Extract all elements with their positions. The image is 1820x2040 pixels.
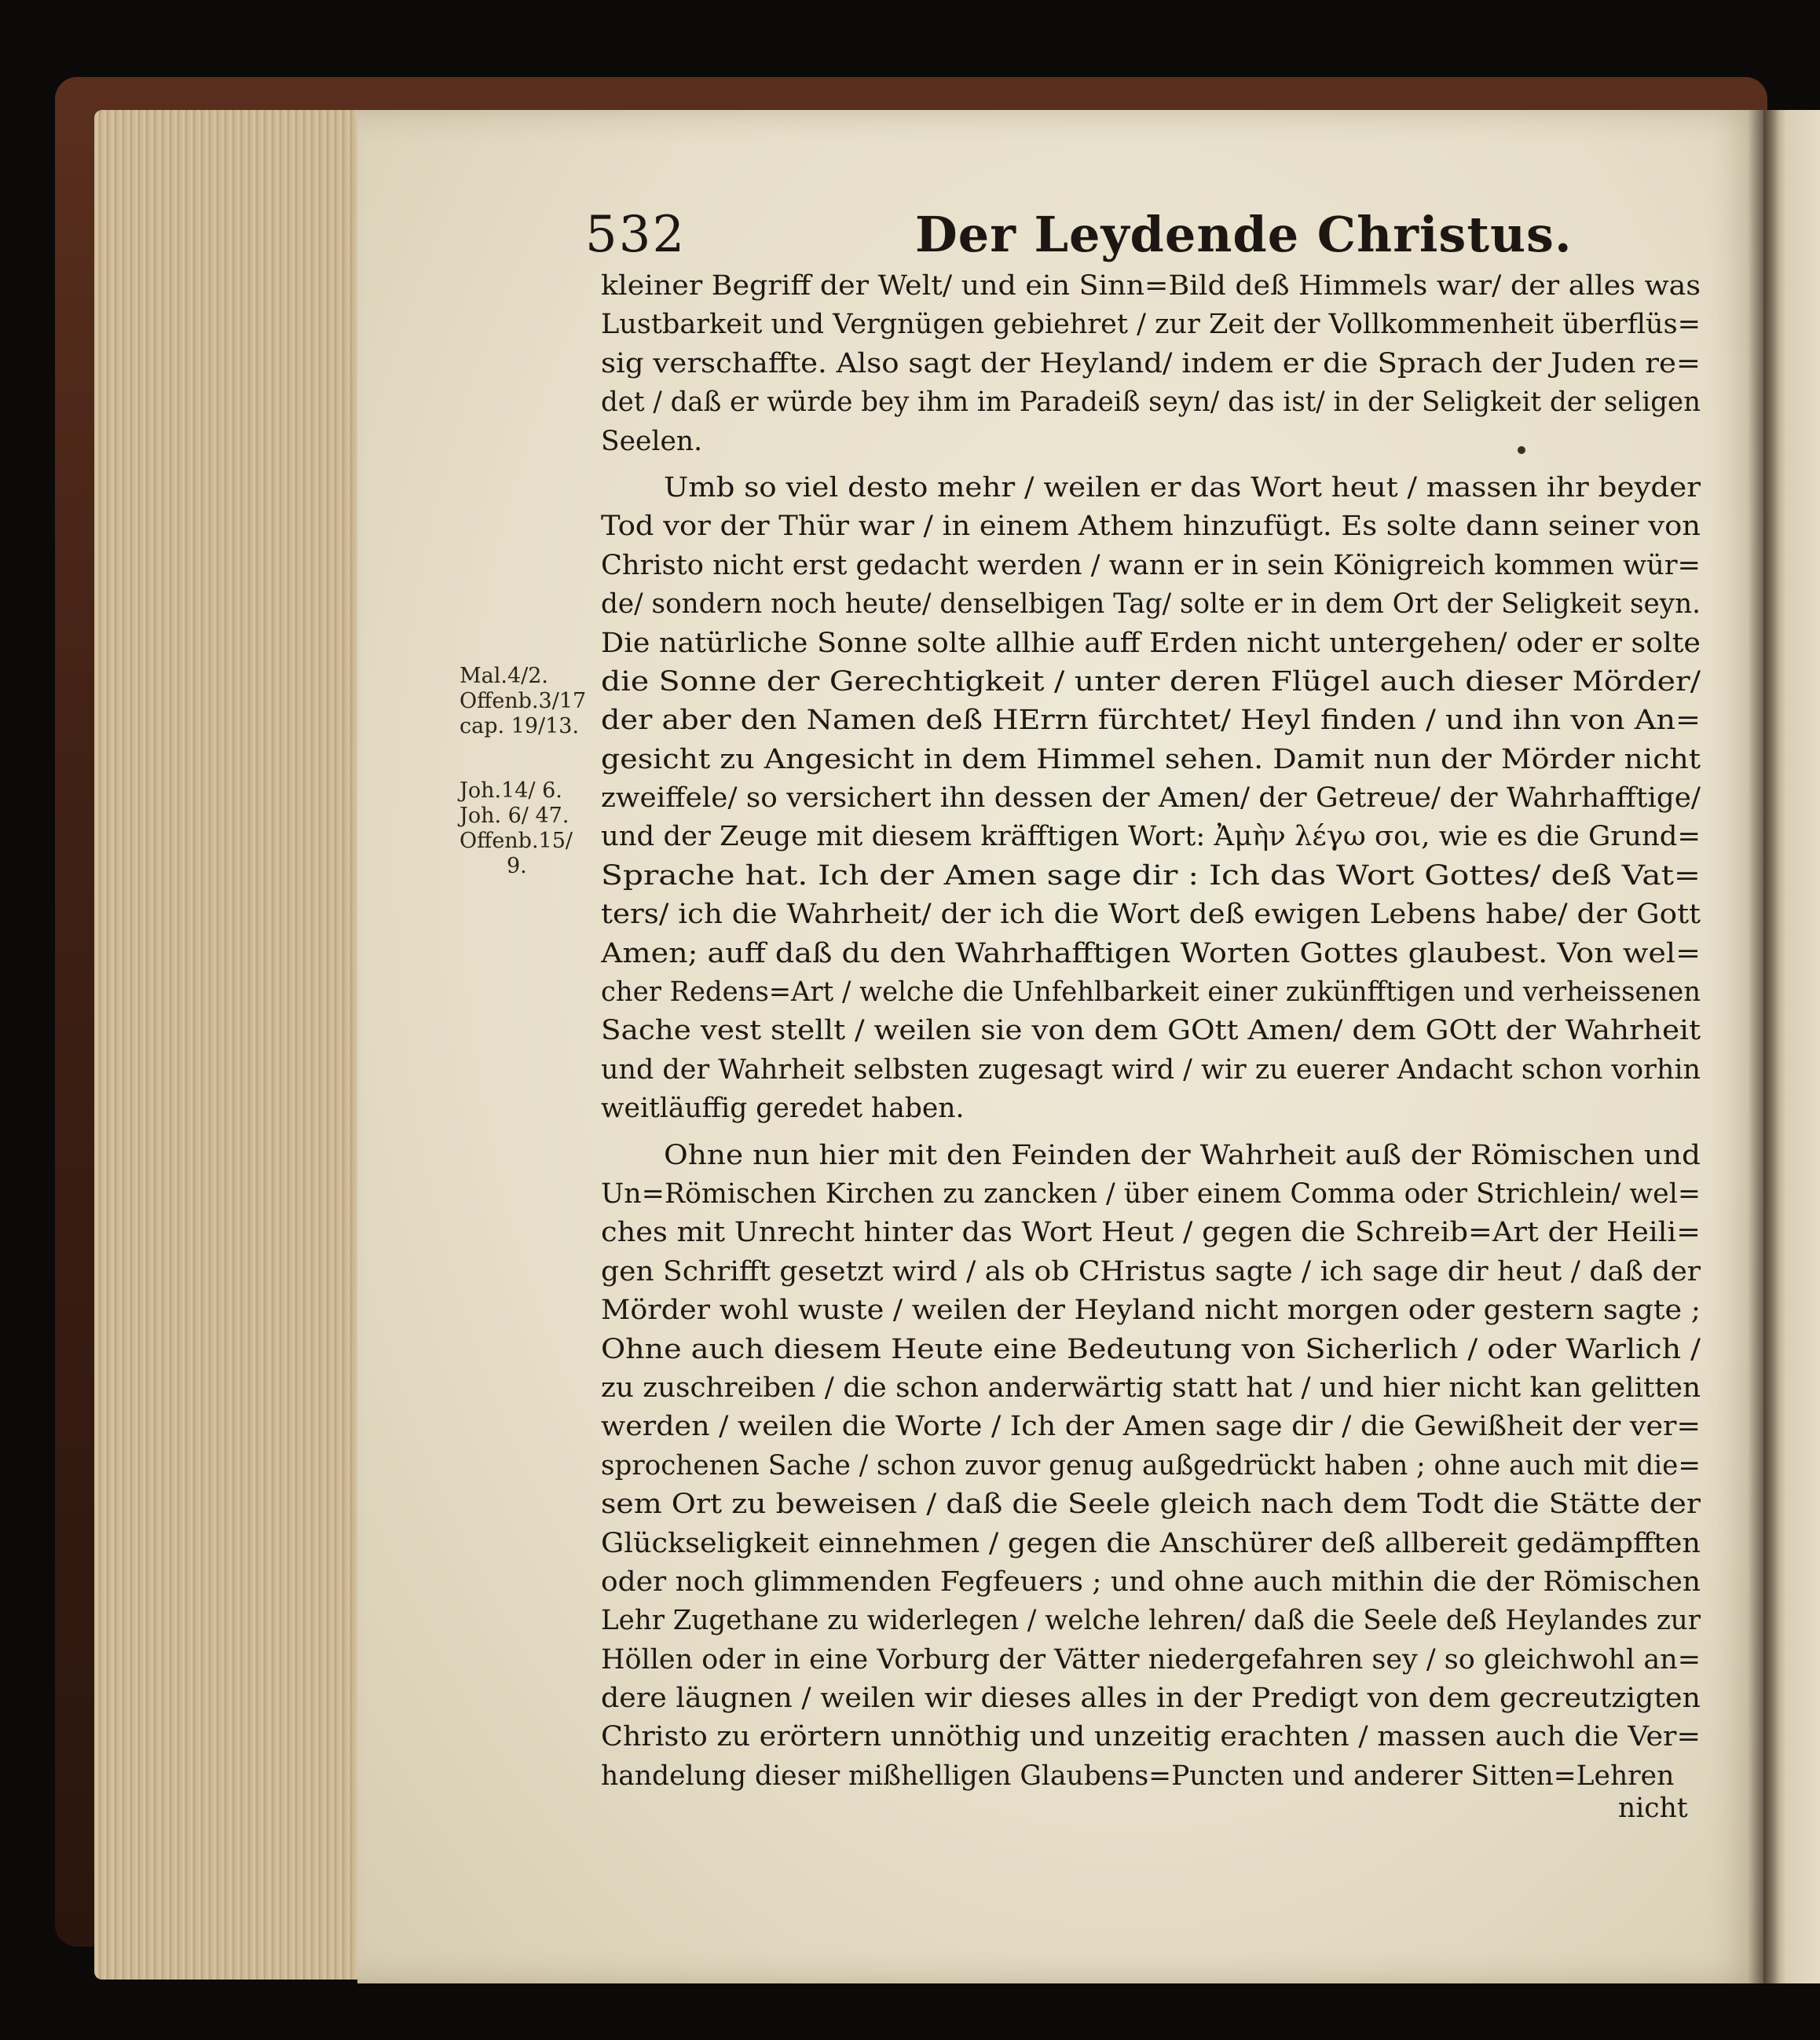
catchword: nicht (1618, 1793, 1688, 1824)
text-line: Lustbarkeit und Vergnügen gebiehret / zur Zeit der Vollkommenheit überflüs= (601, 309, 1701, 341)
text-line: handelung dieser mißhelligen Glaubens=Puncten und anderer Sitten=Lehren (601, 1760, 1675, 1792)
marginal-note: Offenb.3/17 (460, 689, 587, 713)
text-line: Sache vest stellt / weilen sie von dem GOtt Amen/ dem GOtt der Wahrheit (601, 1015, 1701, 1047)
running-title: Der Leydende Christus. (915, 206, 1573, 263)
marginal-notes (460, 664, 593, 879)
paragraph (601, 469, 1701, 1129)
text-line: oder noch glimmenden Fegfeuers ; und ohne auch mithin die der Römischen (601, 1566, 1701, 1598)
text-line: der aber den Namen deß HErrn fürchtet/ Heyl finden / und ihn von An= (601, 705, 1701, 737)
marginal-note: 9. (507, 854, 527, 878)
text-line: Un=Römischen Kirchen zu zancken / über einem Comma oder Strichlein/ wel= (601, 1177, 1701, 1210)
text-line: Tod vor der Thür war / in einem Athem hinzufügt. Es solte dann seiner von (601, 511, 1701, 543)
text-line: und der Zeuge mit diesem kräfftigen Wort: Ἀμὴν λέγω σοι, wie es die Grund= (601, 821, 1701, 853)
text-line: Ohne nun hier mit den Feinden der Wahrheit auß der Römischen und (664, 1139, 1701, 1171)
text-line: Christo zu erörtern unnöthig und unzeitig erachten / massen auch die Ver= (601, 1721, 1701, 1753)
text-line: ters/ ich die Wahrheit/ der ich die Wort deß ewigen Lebens habe/ der Gott (601, 899, 1701, 931)
text-line: Mörder wohl wuste / weilen der Heyland nicht morgen oder gestern sagte ; (601, 1295, 1701, 1327)
text-line: det / daß er würde bey ihm im Paradeiß seyn/ das ist/ in der Seligkeit der seligen (601, 386, 1701, 419)
text-line: cher Redens=Art / welche die Unfehlbarkeit einer zukünfftigen und verheissenen (601, 976, 1701, 1009)
marginal-note: Joh.14/ 6. (460, 778, 562, 803)
text-line: gesicht zu Angesicht in dem Himmel sehen. Damit nun der Mörder nicht (601, 743, 1701, 775)
text-line: Umb so viel desto mehr / weilen er das Wort heut / massen ihr beyder (664, 471, 1701, 504)
text-line: Lehr Zugethane zu widerlegen / welche lehren/ daß die Seele deß Heylandes zur (601, 1605, 1701, 1637)
body-text (601, 267, 1701, 1796)
text-line: Amen; auff daß du den Wahrhafftigen Worten Gottes glaubest. Von wel= (601, 937, 1701, 969)
text-line: de/ sondern noch heute/ denselbigen Tag/ solte er in dem Ort der Seligkeit seyn. (601, 588, 1701, 621)
text-line: weitläuffig geredet haben. (601, 1093, 965, 1125)
text-line: gen Schrifft gesetzt wird / als ob CHristus sagte / ich sage dir heut / daß der (601, 1255, 1701, 1287)
text-line: Glückseligkeit einnehmen / gegen die Anschürer deß allbereit gedämpfften (601, 1527, 1701, 1559)
book-gutter (1748, 110, 1779, 1983)
marginal-note: Joh. 6/ 47. (460, 804, 569, 828)
text-line: Seelen. (601, 425, 703, 457)
text-line: Höllen oder in eine Vorburg der Vätter niedergefahren sey / so gleichwohl an= (601, 1643, 1701, 1676)
page-number: 532 (585, 206, 687, 264)
marginal-note: Offenb.15/ (460, 829, 573, 853)
paragraph (601, 267, 1701, 461)
text-line: ches mit Unrecht hinter das Wort Heut / gegen die Schreib=Art der Heili= (601, 1217, 1701, 1249)
page-header (585, 206, 1701, 277)
text-line: werden / weilen die Worte / Ich der Amen sage dir / die Gewißheit der ver= (601, 1411, 1701, 1443)
text-line: zu zuschreiben / die schon anderwärtig statt hat / und hier nicht kan gelitten (601, 1372, 1701, 1404)
text-line: sig verschaffte. Also sagt der Heyland/ indem er die Sprach der Juden re= (601, 347, 1701, 379)
text-line: zweiffele/ so versichert ihn dessen der Amen/ der Getreue/ der Wahrhafftige/ (601, 782, 1701, 815)
marginal-note: cap. 19/13. (460, 714, 580, 738)
text-line: kleiner Begriff der Welt/ und ein Sinn=Bild deß Himmels war/ der alles was (601, 270, 1701, 302)
marginal-note: Mal.4/2. (460, 664, 548, 688)
page-edges (94, 110, 361, 1980)
text-line: die Sonne der Gerechtigkeit / unter deren Flügel auch dieser Mörder/ (601, 665, 1701, 698)
text-line: sprochenen Sache / schon zuvor genug außgedrückt haben ; ohne auch mit die= (601, 1449, 1701, 1481)
text-line: sem Ort zu beweisen / daß die Seele gleich nach dem Todt die Stätte der (601, 1489, 1701, 1521)
text-line: dere läugnen / weilen wir dieses alles in der Predigt von dem gecreutzigten (601, 1683, 1701, 1715)
text-line: Christo nicht erst gedacht werden / wann er in sein Königreich kommen wür= (601, 549, 1701, 581)
text-line: Sprache hat. Ich der Amen sage dir : Ich das Wort Gottes/ deß Vat= (601, 859, 1701, 892)
text-line: und der Wahrheit selbsten zugesagt wird / wir zu euerer Andacht schon vorhin (601, 1053, 1701, 1086)
paragraph (601, 1137, 1701, 1796)
text-line: Die natürliche Sonne solte allhie auff Erden nicht untergehen/ oder er solte (601, 627, 1701, 659)
text-line: Ohne auch diesem Heute eine Bedeutung von Sicherlich / oder Warlich / (601, 1333, 1701, 1365)
